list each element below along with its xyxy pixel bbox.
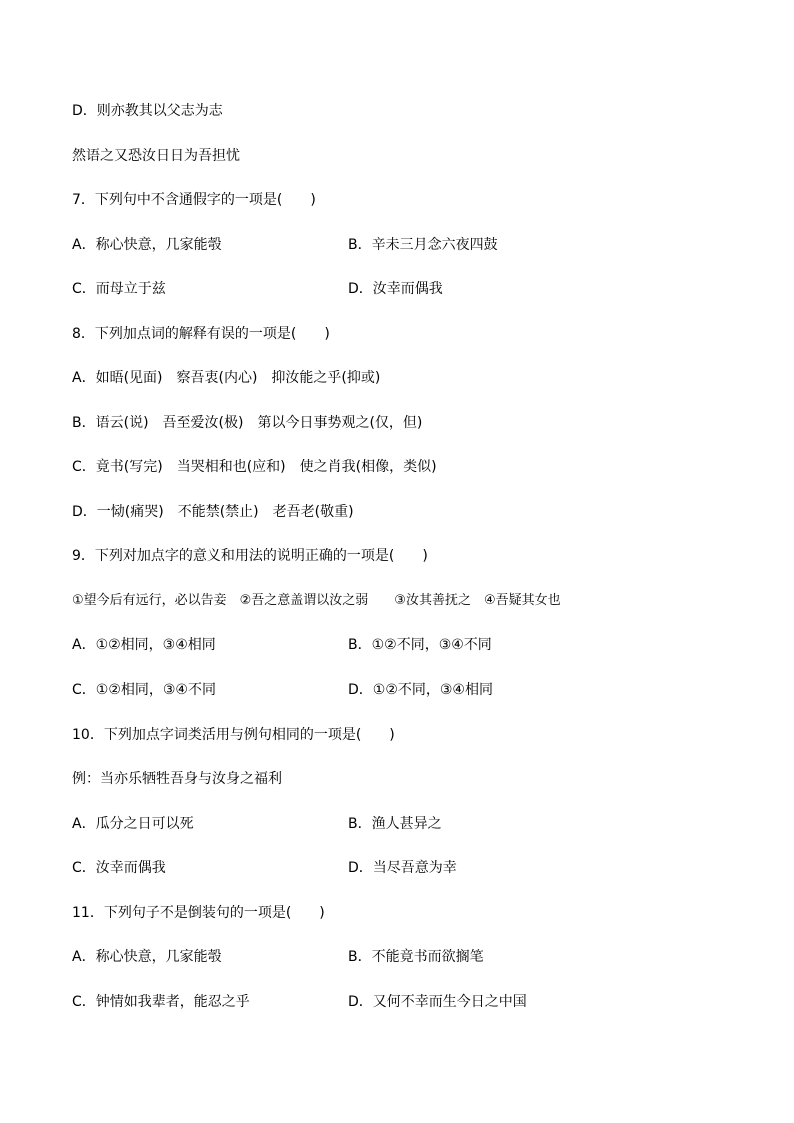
question-10-option-c: C．汝幸而偶我 xyxy=(72,860,166,876)
question-10-option-d: D．当尽吾意为幸 xyxy=(348,860,457,876)
question-10-option-b: B．渔人甚异之 xyxy=(348,816,442,832)
question-8-option-a: A．如晤(见面) 察吾衷(内心) 抑汝能之乎(抑或) xyxy=(72,370,381,386)
question-9-option-b: B．①②不同，③④不同 xyxy=(348,637,492,653)
question-10-option-a: A．瓜分之日可以死 xyxy=(72,816,194,832)
question-10: 10．下列加点字词类活用与例句相同的一项是( ) xyxy=(72,727,395,743)
question-8: 8．下列加点词的解释有误的一项是( ) xyxy=(72,326,330,342)
question-11: 11．下列句子不是倒装句的一项是( ) xyxy=(72,905,325,921)
question-11-option-d: D．又何不幸而生今日之中国 xyxy=(348,994,527,1010)
question-7-options-row-1 xyxy=(72,236,722,254)
question-7-option-a: A．称心快意，几家能彀 xyxy=(72,237,222,253)
question-7-options-row-2 xyxy=(72,280,722,298)
question-7-option-b: B．辛未三月念六夜四鼓 xyxy=(348,237,498,253)
question-7: 7．下列句中不含通假字的一项是( ) xyxy=(72,192,316,208)
question-9-option-a: A．①②相同，③④相同 xyxy=(72,637,216,653)
question-10-options-row-1 xyxy=(72,815,722,833)
question-8-option-b: B．语云(说) 吾至爱汝(极) 第以今日事势观之(仅，但) xyxy=(72,415,423,431)
question-10-options-row-2 xyxy=(72,859,722,877)
question-11-options-row-1 xyxy=(72,948,722,966)
question-8-option-c: C．竟书(写完) 当哭相和也(应和) 使之肖我(相像，类似) xyxy=(72,459,437,475)
question-11-option-c: C．钟情如我辈者，能忍之乎 xyxy=(72,994,250,1010)
question-9-option-c: C．①②相同，③④不同 xyxy=(72,682,216,698)
question-9-options-row-2 xyxy=(72,681,722,699)
option-d-line: D．则亦教其以父志为志 xyxy=(72,103,223,119)
question-11-options-row-2 xyxy=(72,993,722,1011)
text-line: 然语之又恐汝日日为吾担忧 xyxy=(72,148,240,164)
question-11-option-a: A．称心快意，几家能彀 xyxy=(72,949,222,965)
question-8-option-d: D．一恸(痛哭) 不能禁(禁止) 老吾老(敬重) xyxy=(72,504,354,520)
question-9-items: ①望今后有远行，必以告妾 ②吾之意盖谓以汝之弱 ③汝其善抚之 ④吾疑其女也 xyxy=(72,593,561,608)
question-9-options-row-1 xyxy=(72,636,722,654)
question-7-option-c: C．而母立于兹 xyxy=(72,281,166,297)
question-7-option-d: D．汝幸而偶我 xyxy=(348,281,443,297)
question-9: 9．下列对加点字的意义和用法的说明正确的一项是( ) xyxy=(72,548,428,564)
question-11-option-b: B．不能竟书而欲搁笔 xyxy=(348,949,484,965)
question-9-option-d: D．①②不同，③④相同 xyxy=(348,682,493,698)
question-10-example: 例：当亦乐牺牲吾身与汝身之福利 xyxy=(72,771,282,787)
